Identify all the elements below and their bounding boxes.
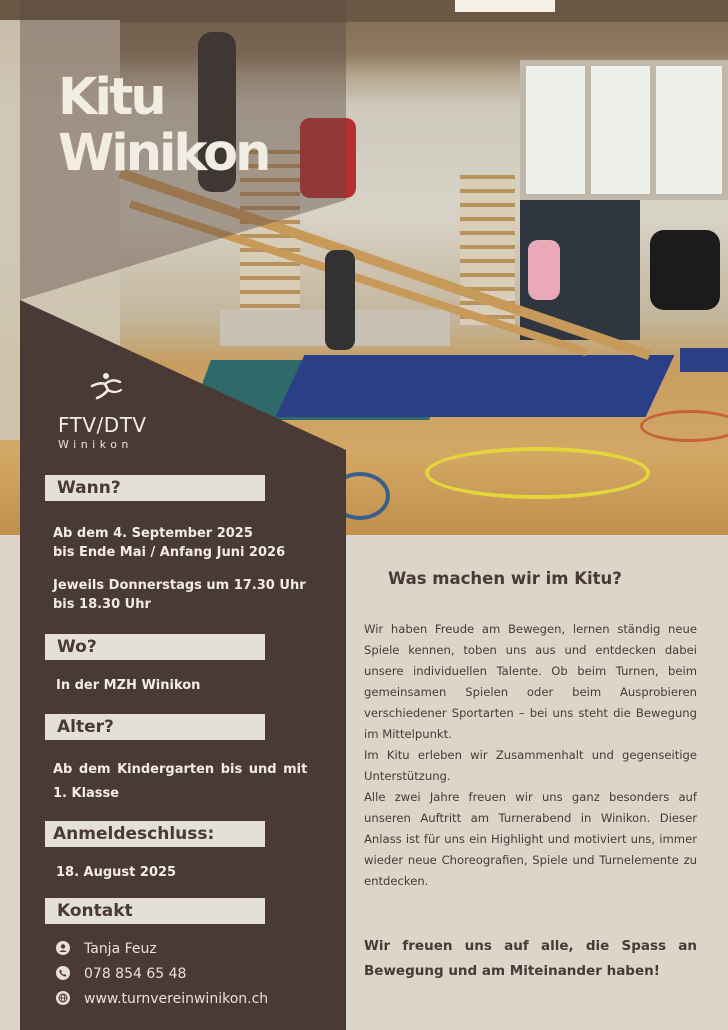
anmeldeschluss-text: 18. August 2025 xyxy=(56,865,177,880)
title-line-1: Kitu xyxy=(58,68,164,127)
contact-web-row xyxy=(56,990,268,1008)
description-paragraph-3: Alle zwei Jahre freuen wir uns ganz besonders auf unseren Auftritt am Turnerabend in Winikon. Dieser Anlass ist für uns ein Highlight und motiviert uns, immer wieder neue Choreografien, Spiele und Turnelemente zu entdecken. xyxy=(364,790,697,888)
person-icon xyxy=(56,941,70,955)
contact-name-row xyxy=(56,940,157,958)
description-paragraph-2: Im Kitu erleben wir Zusammenhalt und gegenseitige Unterstützung. xyxy=(364,748,697,783)
section-heading: Was machen wir im Kitu? xyxy=(388,569,622,588)
title-line-2: Winikon xyxy=(58,124,269,183)
closing-statement: Wir freuen uns auf alle, die Spass an Bewegung und am Miteinander haben! xyxy=(364,938,697,979)
brand-name: FTV/DTV xyxy=(58,413,147,437)
phone-icon xyxy=(56,966,70,980)
gymnast-logo-icon xyxy=(88,372,124,400)
alter-line-2: 1. Klasse xyxy=(53,786,120,801)
wann-times xyxy=(53,576,306,614)
description-paragraph-1: Wir haben Freude am Bewegen, lernen ständig neue Spiele kennen, toben uns aus und entdecken dabei unsere individuellen Talente. Ob beim Turnen, beim gemeinsamen Spielen oder beim Ausprobieren verschiedener Sportarten – bei uns steht die Bewegung im Mittelpunkt. xyxy=(364,622,697,741)
wann-dates xyxy=(53,524,285,562)
contact-phone-row xyxy=(56,965,186,983)
contact-phone[interactable]: 078 854 65 48 xyxy=(84,966,187,982)
description-text xyxy=(364,619,697,892)
alter-text xyxy=(53,758,307,806)
wo-text: In der MZH Winikon xyxy=(56,678,201,693)
alter-line-1: Ab dem Kindergarten bis und mit xyxy=(53,762,308,777)
wann-line-4: bis 18.30 Uhr xyxy=(53,597,151,612)
label-kontakt: Kontakt xyxy=(45,898,265,924)
wann-line-2: bis Ende Mai / Anfang Juni 2026 xyxy=(53,545,286,560)
page-title xyxy=(58,70,268,182)
contact-website-link[interactable]: www.turnvereinwinikon.ch xyxy=(84,991,269,1007)
brand-subtitle: Winikon xyxy=(58,438,133,451)
label-wann: Wann? xyxy=(45,475,265,501)
label-alter: Alter? xyxy=(45,714,265,740)
wann-line-1: Ab dem 4. September 2025 xyxy=(53,526,253,541)
wann-line-3: Jeweils Donnerstags um 17.30 Uhr xyxy=(53,578,306,593)
label-wo: Wo? xyxy=(45,634,265,660)
contact-name: Tanja Feuz xyxy=(84,941,157,957)
label-anmeldeschluss: Anmeldeschluss: xyxy=(45,821,265,847)
globe-icon xyxy=(56,991,70,1005)
